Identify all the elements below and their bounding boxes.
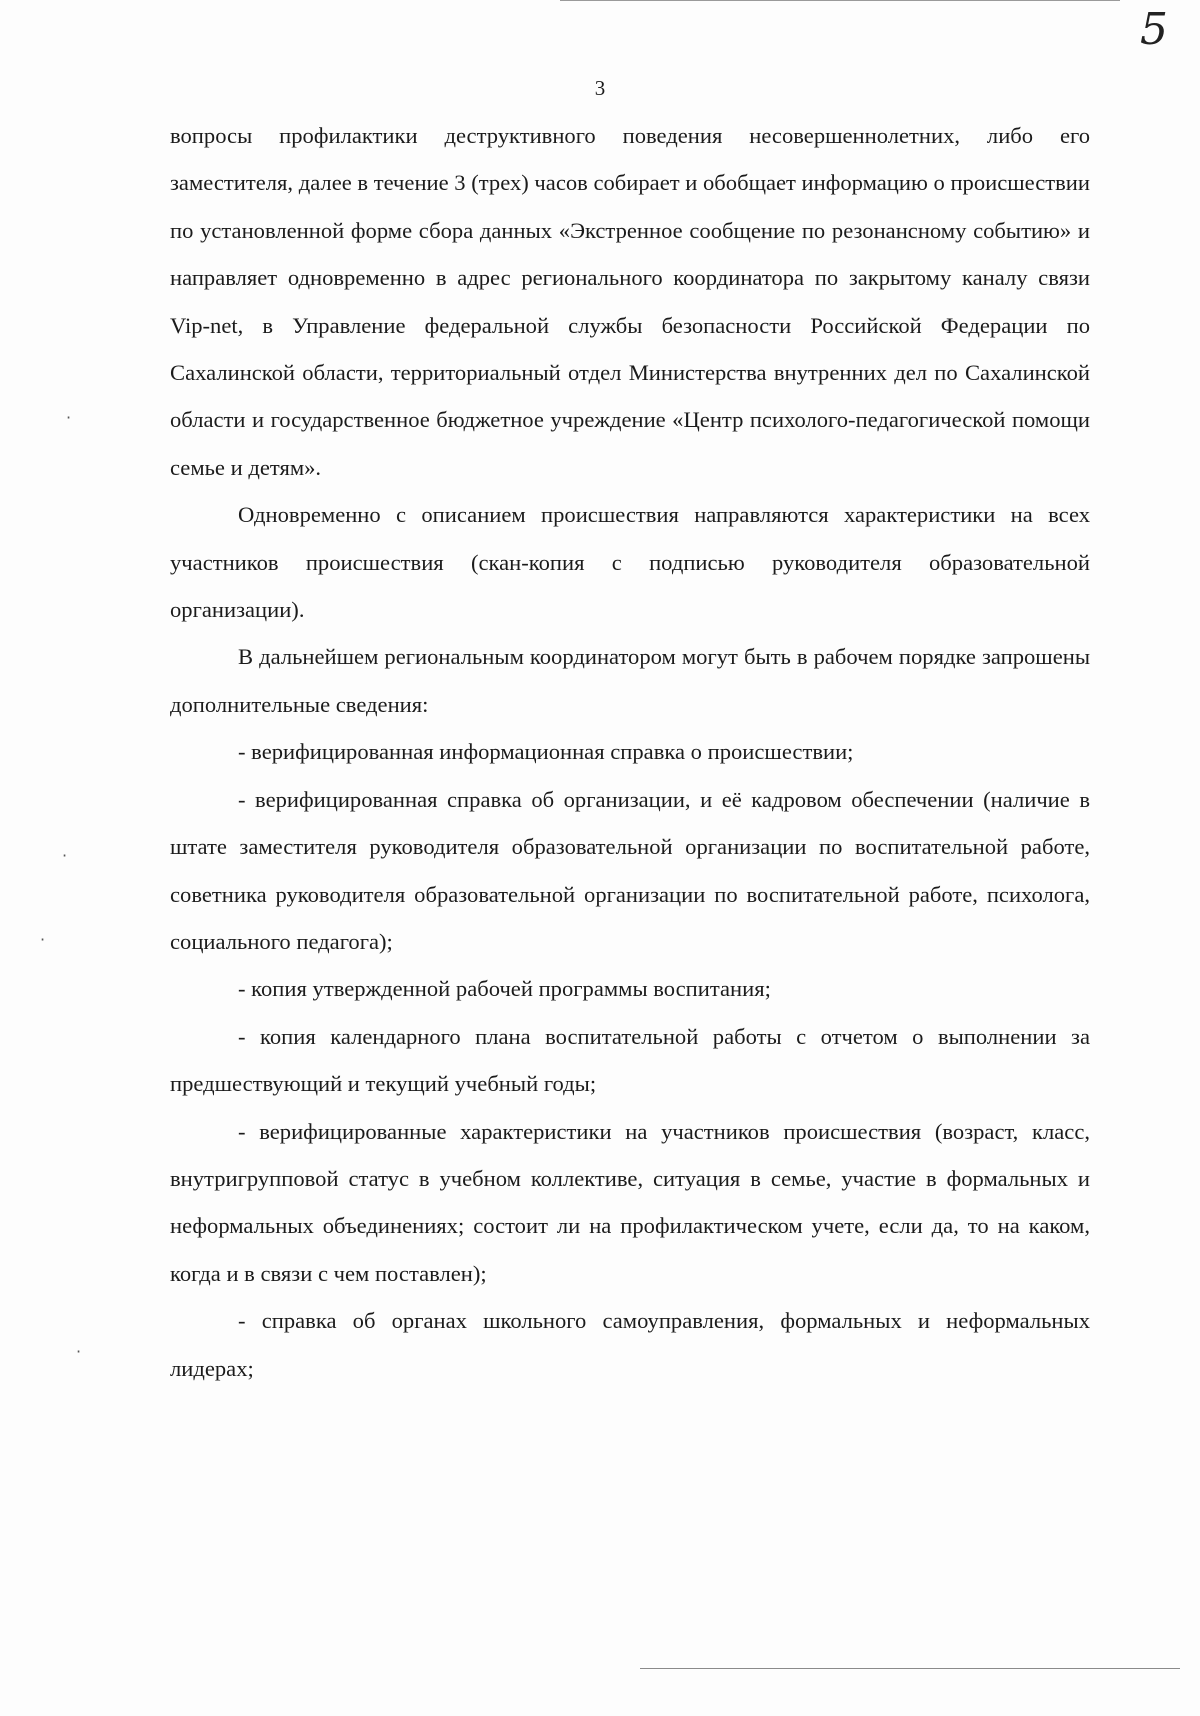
handwritten-page-number: 5 — [1140, 4, 1168, 55]
list-item-3: - копия утвержденной рабочей программы воспитания; — [238, 976, 771, 1002]
list-item-1: - верифицированная информационная справка о происшествии; — [238, 739, 854, 765]
scan-artifact: · — [40, 930, 46, 949]
scan-artifact: · — [66, 408, 72, 427]
page-number: 3 — [594, 76, 606, 100]
scan-edge-line-top — [560, 0, 1120, 1]
paragraph-1: вопросы профилактики деструктивного поведения несовершеннолетних, либо его заместителя, далее в течение 3 (трех) часов собирает и обобщает информацию о происшествии по установленной форме сбора данных «Экстренное сообщение по резонансному событию» и направляет одновременно в адрес регионального координатора по закрытому каналу связи Vip-net, в Управление федеральной службы безопасности Российской Федерации по Сахалинской области, территориальный отдел Министерства внутренних дел по Сахалинской области и государственное бюджетное учреждение «Центр психолого-педагогической помощи семье и детям». — [170, 123, 1090, 480]
document-body — [170, 112, 1090, 1392]
list-item-5: - верифицированные характеристики на участников происшествия (возраст, класс, внутригрупповой статус в учебном коллективе, ситуация в семье, участие в формальных и неформальных объединениях; состоит ли на профилактическом учете, если да, то на каком, когда и в связи с чем поставлен); — [170, 1118, 1090, 1286]
scan-edge-line-bottom — [640, 1668, 1180, 1669]
paragraph-2: Одновременно с описанием происшествия направляются характеристики на всех участников происшествия (скан-копия с подписью руководителя образовательной организации). — [170, 502, 1090, 623]
paragraph-3: В дальнейшем региональным координатором могут быть в рабочем порядке запрошены дополнительные сведения: — [170, 644, 1090, 717]
scan-artifact: · — [76, 1342, 82, 1361]
list-item-4: - копия календарного плана воспитательной работы с отчетом о выполнении за предшествующий и текущий учебный годы; — [170, 1023, 1090, 1097]
list-item-6: - справка об органах школьного самоуправления, формальных и неформальных лидерах; — [170, 1308, 1090, 1381]
list-item-2: - верифицированная справка об организации, и её кадровом обеспечении (наличие в штате заместителя руководителя образовательной организации по воспитательной работе, советника руководителя образовательной организации по воспитательной работе, психолога, социального педагога); — [170, 786, 1090, 954]
scan-artifact: · — [62, 846, 68, 865]
